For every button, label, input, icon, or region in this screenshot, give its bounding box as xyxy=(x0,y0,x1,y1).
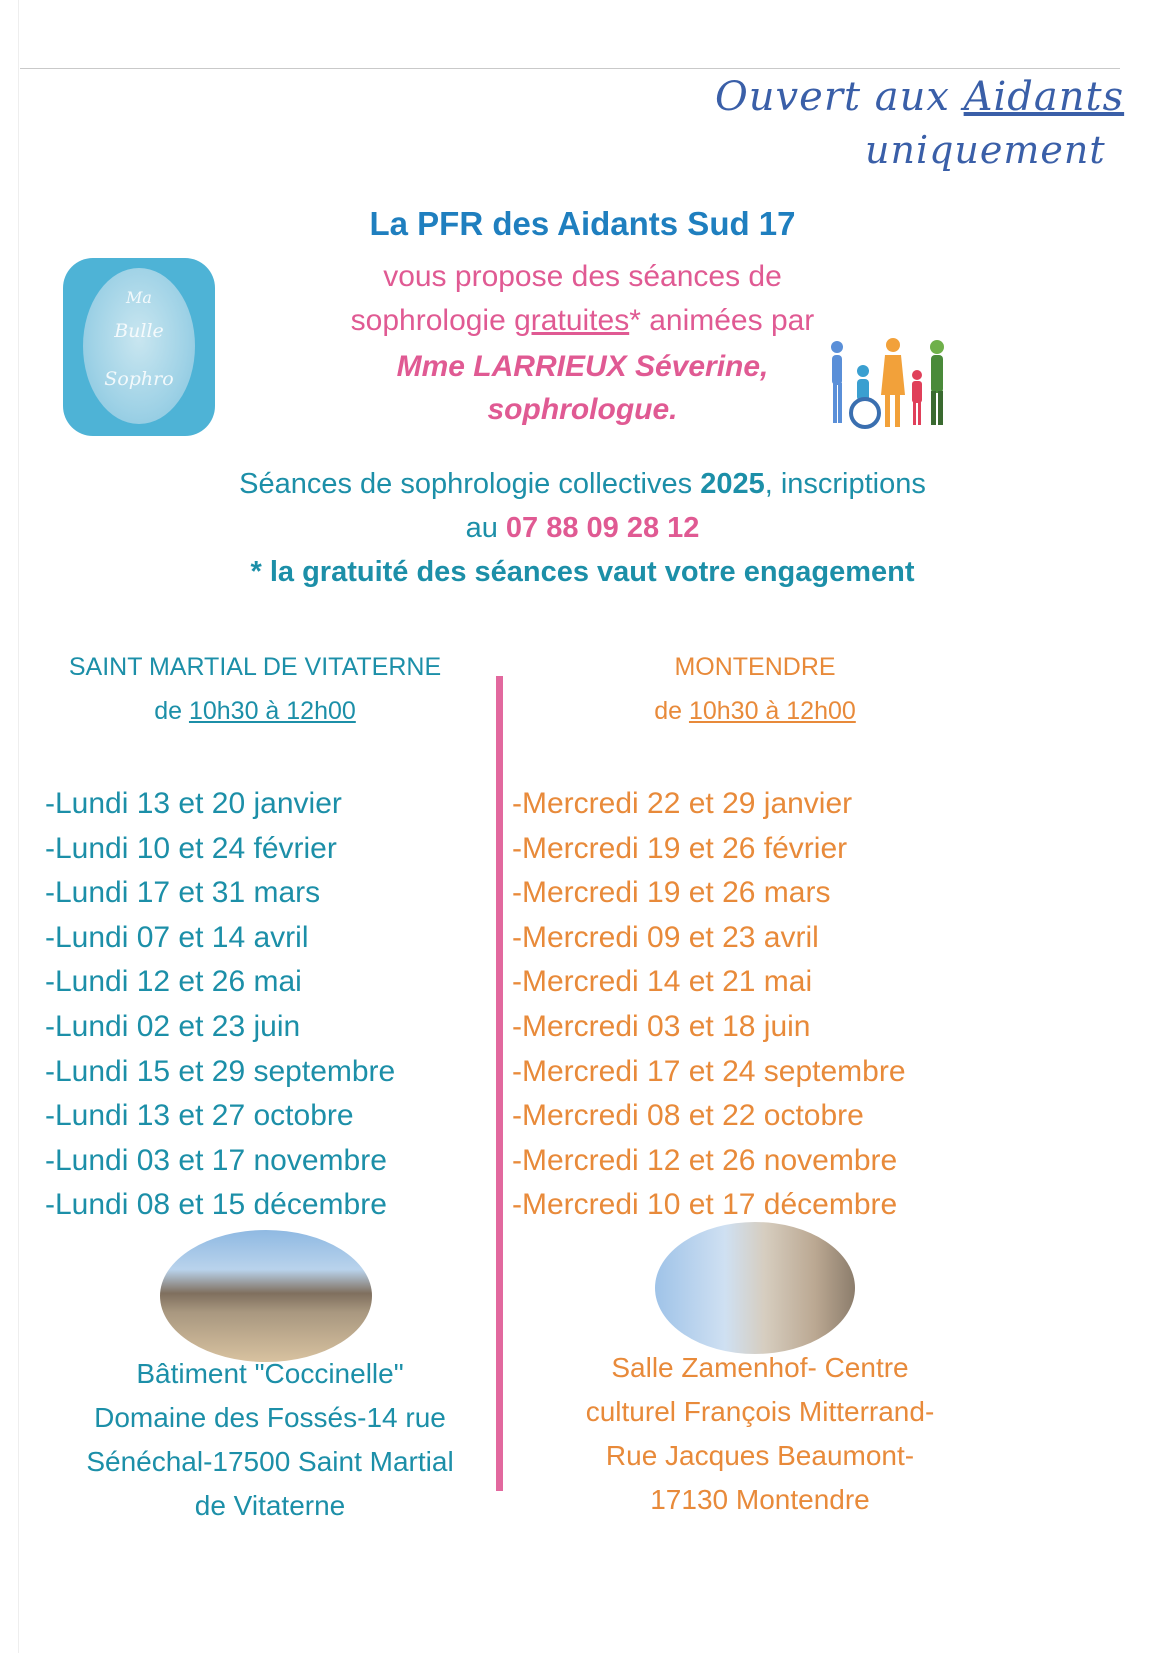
right-address xyxy=(520,1346,1000,1522)
date-item: -Mercredi 08 et 22 octobre xyxy=(512,1099,864,1133)
date-item: -Mercredi 09 et 23 avril xyxy=(512,920,819,954)
date-item: -Lundi 07 et 14 avril xyxy=(45,920,309,954)
top-rule xyxy=(20,68,1120,69)
date-item: -Mercredi 03 et 18 juin xyxy=(512,1009,811,1043)
date-item: -Mercredi 19 et 26 février xyxy=(512,831,848,865)
address-line: Rue Jacques Beaumont- xyxy=(605,1440,915,1471)
address-line: Domaine des Fossés-14 rue xyxy=(94,1402,446,1433)
phone-line xyxy=(0,512,1165,545)
date-item: -Lundi 10 et 24 février xyxy=(45,831,337,865)
sophrologue-name: Mme LARRIEUX Séverine, xyxy=(396,350,769,383)
left-time xyxy=(40,697,470,726)
handwritten-note-line2: uniquement xyxy=(865,128,1106,172)
time-prefix: de xyxy=(654,697,689,725)
time-value: 10h30 à 12h00 xyxy=(188,697,356,725)
intro-line-1: vous propose des séances de xyxy=(383,260,782,293)
logo-text-1: Ma xyxy=(126,288,152,307)
right-time xyxy=(540,697,970,726)
phone-number: 07 88 09 28 12 xyxy=(505,512,700,544)
logo-text-2: Bulle xyxy=(114,320,164,342)
address-line: 17130 Montendre xyxy=(650,1484,870,1515)
date-item: -Lundi 17 et 31 mars xyxy=(45,876,321,910)
date-item: -Mercredi 14 et 21 mai xyxy=(512,965,813,999)
address-line: Salle Zamenhof- Centre xyxy=(611,1352,909,1383)
page-edge xyxy=(18,0,19,1653)
date-item: -Lundi 12 et 26 mai xyxy=(45,965,302,999)
date-item: -Mercredi 22 et 29 janvier xyxy=(512,787,853,820)
right-place: MONTENDRE xyxy=(674,653,836,681)
date-item: -Lundi 15 et 29 septembre xyxy=(45,1054,396,1088)
address-line: de Vitaterne xyxy=(194,1490,346,1521)
date-item: -Mercredi 12 et 26 novembre xyxy=(512,1143,898,1177)
intro-text: sophrologie xyxy=(350,304,515,337)
info-text: au xyxy=(465,512,506,544)
time-value: 10h30 à 12h00 xyxy=(688,697,856,725)
intro-underlined: gratuites xyxy=(514,304,630,337)
left-date-list xyxy=(45,782,395,1228)
address-line: Sénéchal-17500 Saint Martial xyxy=(86,1446,454,1477)
date-item: -Lundi 13 et 20 janvier xyxy=(45,787,342,820)
zamenhof-hall-photo xyxy=(655,1222,855,1354)
sophrologue-title: sophrologue. xyxy=(487,393,678,426)
handwritten-underlined: Aidants xyxy=(963,74,1125,120)
date-item: -Lundi 03 et 17 novembre xyxy=(45,1143,387,1177)
sessions-line xyxy=(0,468,1165,501)
date-item: -Lundi 08 et 15 décembre xyxy=(45,1188,387,1222)
info-year: 2025 xyxy=(700,468,765,500)
handwritten-note-line1 xyxy=(715,74,1124,120)
time-prefix: de xyxy=(154,697,189,725)
page-title: La PFR des Aidants Sud 17 xyxy=(369,205,796,242)
info-text: , inscriptions xyxy=(764,468,926,500)
date-item: -Mercredi 19 et 26 mars xyxy=(512,876,831,910)
right-date-list xyxy=(512,782,906,1228)
address-line: culturel François Mitterrand- xyxy=(585,1396,935,1427)
coccinelle-building-photo xyxy=(160,1230,372,1362)
date-item: -Lundi 13 et 27 octobre xyxy=(45,1099,354,1133)
left-place: SAINT MARTIAL DE VITATERNE xyxy=(68,653,442,681)
date-item: -Mercredi 10 et 17 décembre xyxy=(512,1188,898,1222)
intro-line-2 xyxy=(0,304,1165,338)
date-item: -Lundi 02 et 23 juin xyxy=(45,1009,301,1043)
handwritten-text: Ouvert aux xyxy=(715,74,964,120)
intro-text: * animées par xyxy=(629,304,815,337)
logo-text-3: Sophro xyxy=(104,368,174,390)
address-line: Bâtiment "Coccinelle" xyxy=(136,1358,404,1389)
left-address xyxy=(30,1352,510,1528)
date-item: -Mercredi 17 et 24 septembre xyxy=(512,1054,906,1088)
info-text: Séances de sophrologie collectives xyxy=(239,468,701,500)
engagement-note: * la gratuité des séances vaut votre engagement xyxy=(250,556,915,588)
